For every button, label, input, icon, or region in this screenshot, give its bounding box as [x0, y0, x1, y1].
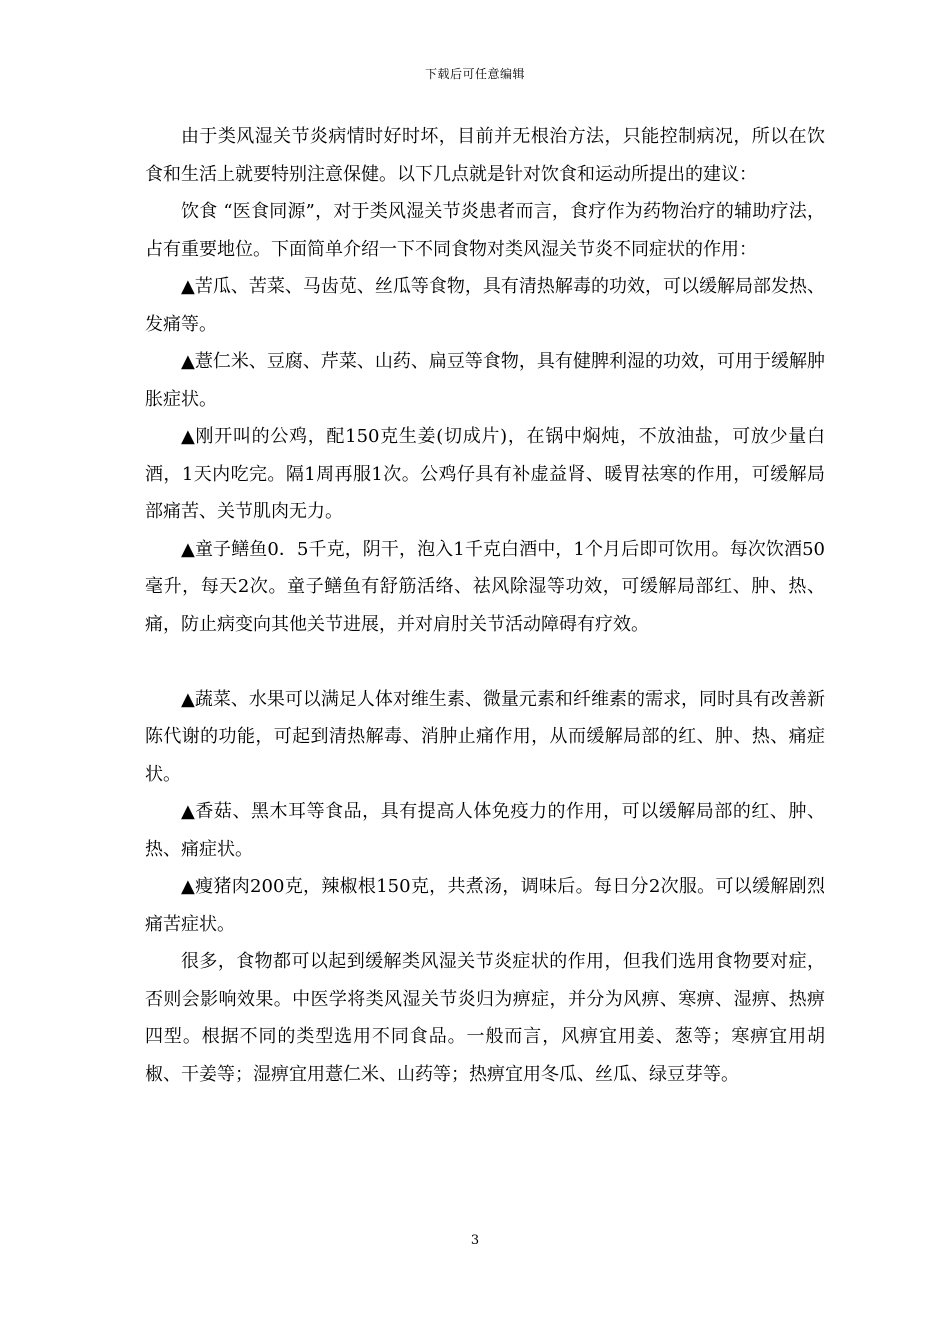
paragraph-coix-seed: ▲薏仁米、豆腐、芹菜、山药、扁豆等食物，具有健脾利湿的功效，可用于缓解肿胀症状。 — [145, 351, 825, 410]
paragraph-pork-pepper-root: ▲瘦猪肉200克，辣椒根150克，共煮汤，调味后。每日分2次服。可以缓解剧烈痛苦症状。 — [145, 876, 825, 935]
paragraph-spacer — [145, 643, 825, 681]
page-number: 3 — [470, 1233, 480, 1248]
paragraph-intro: 由于类风湿关节炎病情时好时坏，目前并无根治方法，只能控制病况，所以在饮食和生活上就要特别注意保健。以下几点就是针对饮食和运动所提出的建议： — [145, 126, 825, 185]
paragraph-vegetables-fruits: ▲蔬菜、水果可以满足人体对维生素、微量元素和纤维素的需求，同时具有改善新陈代谢的功能，可起到清热解毒、消肿止痛作用，从而缓解局部的红、肿、热、痛症状。 — [145, 688, 825, 785]
paragraph-mushrooms: ▲香菇、黑木耳等食品，具有提高人体免疫力的作用，可以缓解局部的红、肿、热、痛症状。 — [145, 801, 825, 860]
page-header-note: 下载后可任意编辑 — [424, 67, 525, 81]
document-body — [145, 118, 825, 1093]
paragraph-conclusion: 很多，食物都可以起到缓解类风湿关节炎症状的作用，但我们选用食物要对症，否则会影响效果。中医学将类风湿关节炎归为痹症，并分为风痹、寒痹、湿痹、热痹四型。根据不同的类型选用不同食品。一般而言，风痹宜用姜、葱等；寒痹宜用胡椒、干姜等；湿痹宜用薏仁米、山药等；热痹宜用冬瓜、丝瓜、绿豆芽等。 — [145, 951, 825, 1085]
paragraph-rooster-ginger: ▲刚开叫的公鸡，配150克生姜(切成片)，在锅中焖炖，不放油盐，可放少量白酒，1天内吃完。隔1周再服1次。公鸡仔具有补虚益肾、暖胃祛寒的作用，可缓解局部痛苦、关节肌肉无力。 — [145, 426, 825, 522]
paragraph-bitter-vegetables: ▲苦瓜、苦菜、马齿苋、丝瓜等食物，具有清热解毒的功效，可以缓解局部发热、发痛等。 — [145, 276, 825, 335]
paragraph-eel-wine: ▲童子鳝鱼0．5千克，阴干，泡入1千克白酒中，1个月后即可饮用。每次饮酒50毫升，每天2次。童子鳝鱼有舒筋活络、祛风除湿等功效，可缓解局部红、肿、热、痛，防止病变向其他关节进展，并对肩肘关节活动障碍有疗效。 — [145, 538, 825, 635]
paragraph-diet-overview: 饮食 “医食同源”，对于类风湿关节炎患者而言，食疗作为药物治疗的辅助疗法，占有重要地位。下面简单介绍一下不同食物对类风湿关节炎不同症状的作用： — [145, 201, 825, 260]
